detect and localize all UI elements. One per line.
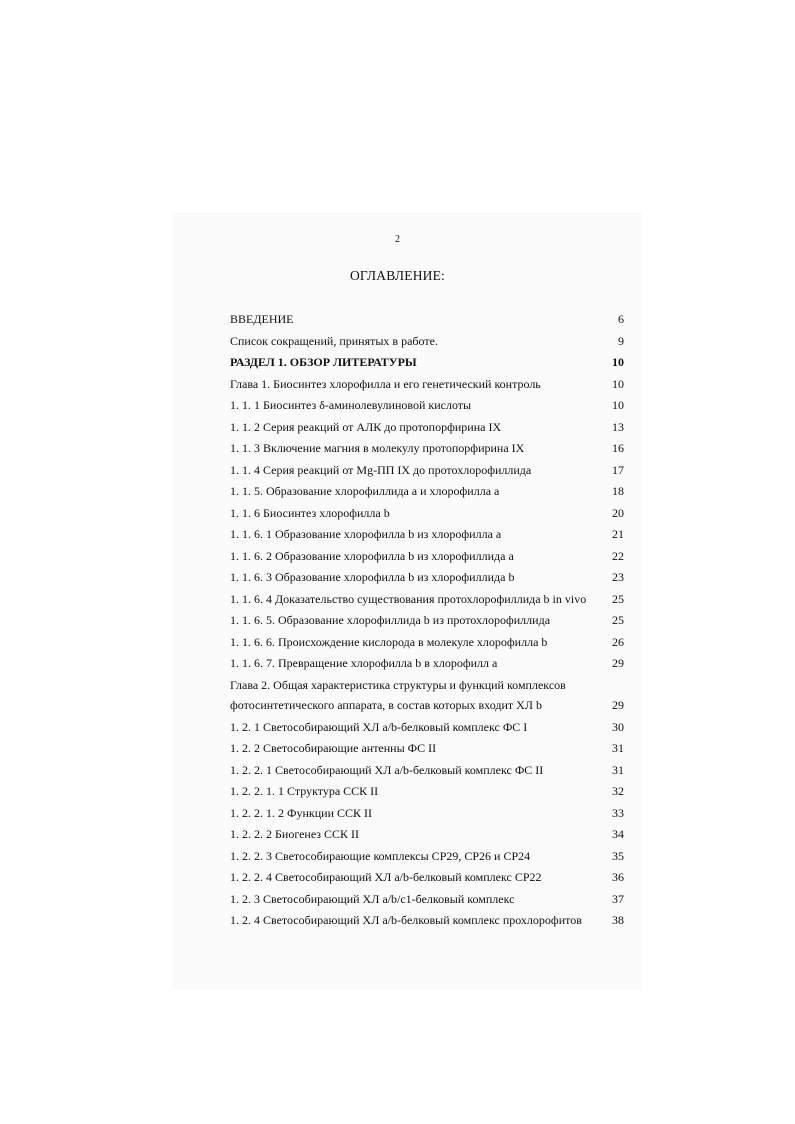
toc-entry-text: фотосинтетического аппарата, в состав которых входит ХЛ b [230,698,542,712]
toc-entry [230,763,628,785]
toc-entry [230,870,628,892]
toc-entry-text: 1. 2. 2. 1. 2 Функции ССК II [230,805,373,820]
toc-entry-text: Список сокращений, принятых в работе. [230,333,438,348]
toc-entry-page: 16 [612,441,624,455]
toc-entry-text: 1. 2. 2 Светособирающие антенны ФС II [230,741,437,755]
toc-entry [230,484,628,506]
toc-entry [230,892,628,914]
toc-entry [230,656,628,678]
toc-entry [230,635,628,657]
toc-entry-text: 1. 2. 3 Светособирающий ХЛ a/b/c1-белковый комплекс [230,891,515,906]
toc-entry [230,527,628,549]
toc-entry [230,613,628,635]
toc-entry-text: 1. 2. 2. 2 Биогенез ССК II [230,827,360,841]
toc-entry [230,913,628,935]
toc-entry [230,398,628,420]
toc-entry-page: 21 [612,527,624,541]
toc-entry-text: РАЗДЕЛ 1. ОБЗОР ЛИТЕРАТУРЫ [230,355,417,369]
toc-entry-text: 1. 2. 2. 1 Светособирающий ХЛ a/b-белковый комплекс ФС II [230,762,544,777]
toc-section-heading [230,355,628,377]
toc-entry [230,784,628,806]
toc-entry-text: 1. 2. 2. 1. 1 Структура ССК II [230,784,379,798]
toc-entry-page: 10 [612,398,624,412]
toc-entry [230,678,628,699]
toc-entry [230,549,628,571]
toc-entry-text: 1. 1. 6. 1 Образование хлорофилла b из хлорофилла a [230,527,502,541]
toc-entry-page: 6 [618,312,624,326]
toc-entry-page: 33 [612,805,624,820]
toc-entry-text: 1. 2. 2. 3 Светособирающие комплексы СР29, СР26 и СР24 [230,848,531,863]
toc-entry [230,698,628,720]
toc-entry-text: 1. 1. 6. 5. Образование хлорофиллида b из протохлорофиллида [230,613,551,627]
toc-entry-text: 1. 1. 4 Серия реакций от Mg-ПП IX до протохлорофиллида [230,462,532,477]
toc-entry-page: 10 [612,376,624,391]
toc-entry-text: 1. 2. 2. 4 Светособирающий ХЛ a/b-белковый комплекс СР22 [230,870,542,884]
toc-entry-page: 9 [618,333,624,348]
toc-entry-page: 31 [612,741,624,755]
toc-entry-text: 1. 1. 6. 4 Доказательство существования протохлорофиллида b in vivo [230,591,587,606]
toc-entry [230,441,628,463]
table-of-contents [230,312,628,935]
toc-entry [230,463,628,485]
toc-entry-text: 1. 1. 6. 6. Происхождение кислорода в молекуле хлорофилла b [230,634,548,649]
toc-entry-text: Глава 2. Общая характеристика структуры и функций комплексов [230,677,566,692]
toc-entry-page: 36 [612,870,624,884]
toc-entry-text: 1. 2. 1 Светособирающий ХЛ a/b-белковый комплекс ФС I [230,719,528,734]
toc-entry [230,592,628,614]
toc-entry-page: 34 [612,827,624,841]
toc-entry-page: 22 [612,548,624,563]
toc-entry-text: Глава 1. Биосинтез хлорофилла и его генетический контроль [230,376,541,391]
toc-entry-text: 1. 1. 2 Серия реакций от АЛК до протопорфирина IX [230,419,502,434]
toc-entry-text: 1. 2. 4 Светособирающий ХЛ a/b-белковый комплекс прохлорофитов [230,913,582,927]
toc-entry [230,720,628,742]
toc-entry-page: 23 [612,570,624,584]
toc-entry-text: 1. 1. 6. 7. Превращение хлорофилла b в хлорофилл a [230,656,498,670]
toc-entry-page: 29 [612,698,624,712]
toc-entry-page: 30 [612,719,624,734]
toc-entry [230,506,628,528]
toc-entry-page: 26 [612,634,624,649]
toc-entry-text: 1. 1. 3 Включение магния в молекулу протопорфирина IX [230,441,525,455]
toc-entry [230,312,628,334]
toc-entry [230,806,628,828]
toc-entry-page: 17 [612,462,624,477]
toc-entry-page: 35 [612,848,624,863]
page-title: ОГЛАВЛЕНИЕ: [349,268,446,283]
toc-entry-page: 32 [612,784,624,798]
toc-entry-page: 10 [612,355,624,369]
toc-entry-text: 1. 1. 6 Биосинтез хлорофилла b [230,505,390,520]
toc-entry-page: 25 [612,591,624,606]
toc-entry-page: 37 [612,891,624,906]
toc-entry-text: 1. 1. 6. 3 Образование хлорофилла b из хлорофиллида b [230,570,515,584]
toc-entry-page: 18 [612,484,624,498]
toc-entry [230,849,628,871]
toc-entry-text: ВВЕДЕНИЕ [230,312,294,326]
toc-entry [230,741,628,763]
toc-entry [230,334,628,356]
toc-entry-page: 31 [612,762,624,777]
page-number: 2 [395,234,400,245]
toc-entry-text: 1. 1. 1 Биосинтез δ-аминолевулиновой кислоты [230,398,472,412]
toc-entry [230,377,628,399]
toc-entry-page: 29 [612,656,624,670]
toc-entry-page: 13 [612,419,624,434]
toc-entry [230,570,628,592]
toc-entry-text: 1. 1. 5. Образование хлорофиллида a и хлорофилла a [230,484,500,498]
toc-entry-text: 1. 1. 6. 2 Образование хлорофилла b из хлорофиллида a [230,548,514,563]
toc-entry-page: 20 [612,505,624,520]
toc-entry-page: 38 [612,913,624,927]
toc-entry-page: 25 [612,613,624,627]
toc-entry [230,827,628,849]
toc-entry [230,420,628,442]
